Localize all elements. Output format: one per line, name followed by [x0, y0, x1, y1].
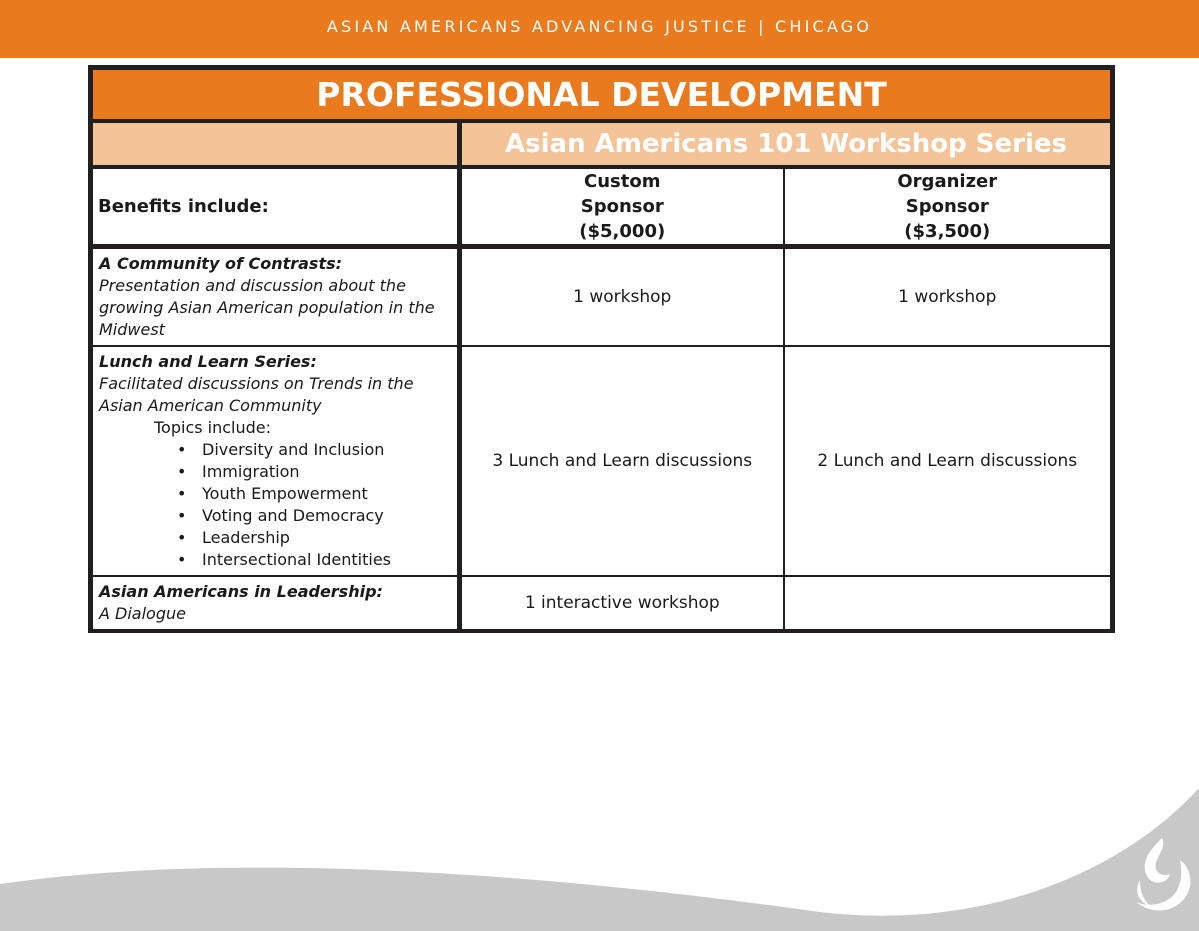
benefit-cell — [91, 247, 460, 347]
topic-item: • Immigration — [179, 461, 451, 483]
header-bar — [0, 0, 1199, 58]
org-name: ASIAN AMERICANS ADVANCING JUSTICE | CHICAGO — [326, 16, 873, 36]
topic-item: • Intersectional Identities — [179, 549, 451, 571]
benefit-description: Facilitated discussions on Trends in the Asian American Community — [99, 374, 414, 415]
topic-item: • Youth Empowerment — [179, 483, 451, 505]
column-header-custom — [460, 167, 784, 247]
benefit-cell — [91, 346, 460, 576]
benefit-title: A Community of Contrasts: — [99, 254, 343, 273]
column-custom-price: ($5,000) — [579, 221, 666, 242]
custom-value: 1 workshop — [460, 247, 784, 347]
organizer-value: 2 Lunch and Learn discussions — [784, 346, 1113, 576]
column-organizer-price: ($3,500) — [904, 221, 991, 242]
table-row — [91, 576, 1113, 631]
organizer-value: 1 workshop — [784, 247, 1113, 347]
benefit-title: Asian Americans in Leadership: — [99, 582, 383, 601]
organizer-value — [784, 576, 1113, 631]
table-row — [91, 247, 1113, 347]
benefit-title: Lunch and Learn Series: — [99, 352, 317, 371]
column-custom-line1: Custom — [584, 171, 661, 192]
custom-value: 3 Lunch and Learn discussions — [460, 346, 784, 576]
column-header-organizer — [784, 167, 1113, 247]
table-row — [91, 346, 1113, 576]
topics-label: Topics include: — [154, 418, 272, 437]
custom-value: 1 interactive workshop — [460, 576, 784, 631]
topic-item: • Diversity and Inclusion — [179, 439, 451, 461]
benefit-cell — [91, 576, 460, 631]
topic-item: • Voting and Democracy — [179, 505, 451, 527]
benefits-label: Benefits include: — [91, 167, 460, 247]
column-custom-line2: Sponsor — [580, 196, 664, 217]
topics-list — [99, 439, 451, 571]
benefit-description: A Dialogue — [99, 604, 186, 623]
topic-item: • Leadership — [179, 527, 451, 549]
benefit-description: Presentation and discussion about the growing Asian American population in the Midwest — [99, 276, 435, 339]
column-organizer-line1: Organizer — [897, 171, 998, 192]
column-organizer-line2: Sponsor — [905, 196, 989, 217]
footer-wave — [0, 780, 1199, 931]
series-title: Asian Americans 101 Workshop Series — [460, 121, 1113, 167]
sponsorship-table — [88, 65, 1115, 633]
series-blank-cell — [91, 121, 460, 167]
table-title: PROFESSIONAL DEVELOPMENT — [91, 68, 1113, 122]
